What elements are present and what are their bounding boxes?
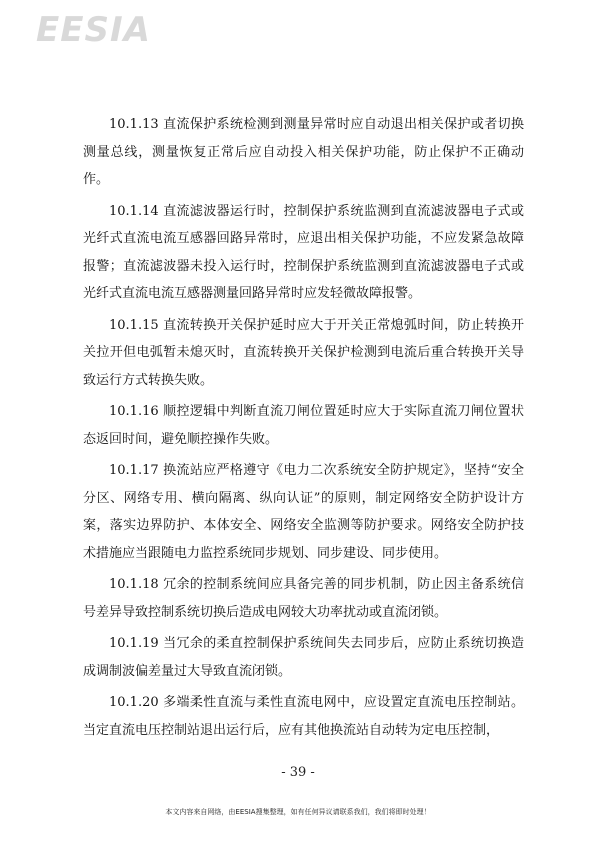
paragraph-10-1-15: 10.1.15 直流转换开关保护延时应大于开关正常熄弧时间，防止转换开关拉开但电弧暂未熄灭时，直流转换开关保护检测到电流后重合转换开关导致运行方式转换失败。 — [83, 317, 524, 388]
document-body — [83, 111, 524, 748]
paragraph-10-1-18: 10.1.18 冗余的控制系统间应具备完善的同步机制，防止因主备系统信号差异导致控制系统切换后造成电网较大功率扰动或直流闭锁。 — [83, 577, 524, 620]
paragraph-10-1-20: 10.1.20 多端柔性直流与柔性直流电网中，应设置定直流电压控制站。当定直流电压控制站退出运行后，应有其他换流站自动转为定电压控制， — [83, 695, 524, 738]
footer-disclaimer: 本文内容来自网络，由EESIA搜集整理，如有任何异议请联系我们，我们将即时处理！ — [165, 808, 431, 816]
page-number: - 39 - — [281, 765, 315, 780]
paragraph-10-1-13: 10.1.13 直流保护系统检测到测量异常时应自动退出相关保护或者切换测量总线，测量恢复正常后应自动投入相关保护功能，防止保护不正确动作。 — [83, 117, 524, 187]
eesia-logo: EESIA — [36, 10, 151, 50]
paragraph-10-1-16: 10.1.16 顺控逻辑中判断直流刀闸位置延时应大于实际直流刀闸位置状态返回时间，避免顺控操作失败。 — [83, 404, 524, 447]
paragraph-10-1-14: 10.1.14 直流滤波器运行时，控制保护系统监测到直流滤波器电子式或光纤式直流电流互感器回路异常时，应退出相关保护功能，不应发紧急故障报警；直流滤波器未投入运行时，控制保护系统监测到直流滤波器电子式或光纤式直流电流互感器测量回路异常时应发轻微故障报警。 — [83, 203, 524, 301]
paragraph-10-1-19: 10.1.19 当冗余的柔直控制保护系统间失去同步后，应防止系统切换造成调制波偏差量过大导致直流闭锁。 — [83, 636, 524, 679]
paragraph-10-1-17: 10.1.17 换流站应严格遵守《电力二次系统安全防护规定》，坚持“安全分区、网络专用、横向隔离、纵向认证”的原则，制定网络安全防护设计方案，落实边界防护、本体安全、网络安全监测等防护要求。网络安全防护技术措施应当跟随电力监控系统同步规划、同步建设、同步使用。 — [83, 463, 524, 561]
